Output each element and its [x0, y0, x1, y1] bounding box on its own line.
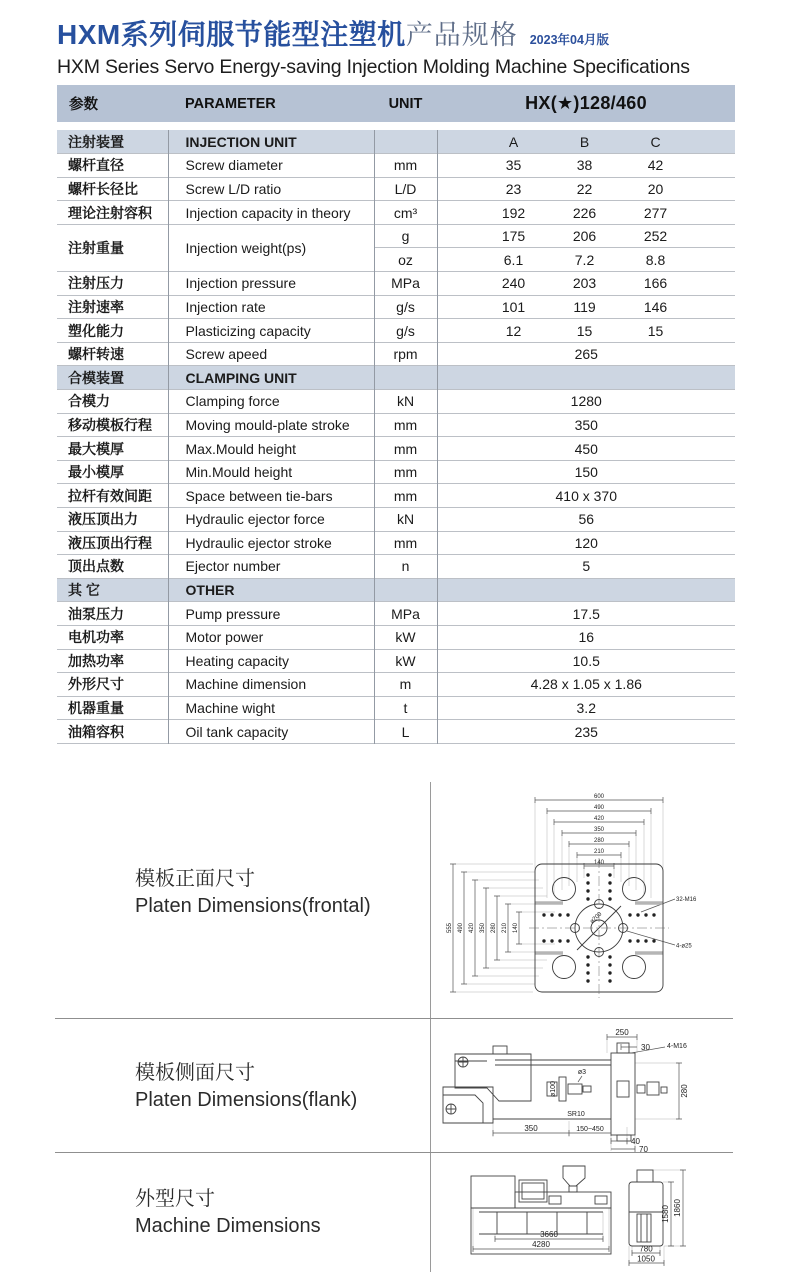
spec-row — [57, 154, 735, 178]
table-header — [57, 85, 735, 122]
cell-spacer — [437, 248, 478, 272]
cell-param-zh: 注射速率 — [57, 295, 168, 319]
cell-param-en: Injection weight(ps) — [168, 224, 374, 271]
cell-param-zh: 液压顶出行程 — [57, 531, 168, 555]
cell-param-zh: 顶出点数 — [57, 555, 168, 579]
cell-unit: t — [374, 696, 437, 720]
vertical-divider — [430, 782, 431, 1272]
cell-unit — [374, 578, 437, 602]
cell-unit: mm — [374, 531, 437, 555]
cell-value: 23 — [478, 177, 549, 201]
cell-section-en: INJECTION UNIT — [168, 130, 374, 154]
cell-spacer — [437, 154, 478, 178]
cell-param-zh: 加热功率 — [57, 649, 168, 673]
cell-section-en: CLAMPING UNIT — [168, 366, 374, 390]
dim-label: ø100 — [550, 1081, 557, 1097]
dim-label: 210 — [593, 849, 605, 855]
cell-spacer — [691, 272, 735, 296]
cell-value: 350 — [437, 413, 735, 437]
dim-label: 280 — [593, 838, 605, 844]
cell-unit: mm — [374, 154, 437, 178]
cell-param-en: Machine wight — [168, 696, 374, 720]
cell-value: 192 — [478, 201, 549, 225]
spec-table — [57, 130, 735, 744]
cell-value: 150 — [437, 460, 735, 484]
cell-value: 175 — [478, 224, 549, 248]
spec-table-body — [57, 130, 735, 743]
col-header-model: HX(★)128/460 — [525, 93, 647, 113]
cell-value: 42 — [620, 154, 691, 178]
cell-unit: kW — [374, 649, 437, 673]
cell-param-zh: 螺杆长径比 — [57, 177, 168, 201]
col-header-parameter: PARAMETER — [185, 95, 276, 112]
frontal-platen-label — [135, 866, 371, 920]
spec-row — [57, 272, 735, 296]
dim-label: 1580 — [661, 1205, 670, 1223]
dim-label: ø3 — [577, 1069, 587, 1076]
cell-value: 101 — [478, 295, 549, 319]
dim-label: 1050 — [637, 1254, 655, 1264]
machine-end-view — [629, 1170, 663, 1246]
title-line — [57, 13, 690, 53]
section-row-2 — [57, 578, 735, 602]
spec-row — [57, 508, 735, 532]
cell-value: 38 — [549, 154, 620, 178]
dim-label: 420 — [593, 816, 605, 822]
cell-param-zh: 合模力 — [57, 390, 168, 414]
cell-value: 5 — [437, 555, 735, 579]
frontal-label-zh: 模板正面尺寸 — [135, 868, 255, 890]
cell-value: 56 — [437, 508, 735, 532]
cell-param-en: Screw L/D ratio — [168, 177, 374, 201]
cell-param-en: Max.Mould height — [168, 437, 374, 461]
cell-param-zh: 液压顶出力 — [57, 508, 168, 532]
cell-value: 6.1 — [478, 248, 549, 272]
cell-param-zh: 最大模厚 — [57, 437, 168, 461]
cell-value: 277 — [620, 201, 691, 225]
cell-value: 10.5 — [437, 649, 735, 673]
cell-value: 1280 — [437, 390, 735, 414]
cell-param-en: Plasticizing capacity — [168, 319, 374, 343]
cell-param-en: Heating capacity — [168, 649, 374, 673]
cell-spacer — [691, 248, 735, 272]
frontal-annotations — [676, 897, 697, 950]
cell-unit — [374, 366, 437, 390]
col-header-param-zh: 参数 — [69, 97, 98, 113]
cell-unit: cm³ — [374, 201, 437, 225]
cell-value: 226 — [549, 201, 620, 225]
cell-unit: kW — [374, 625, 437, 649]
cell-param-zh: 电机功率 — [57, 625, 168, 649]
title-block — [57, 13, 690, 79]
flank-label-zh: 模板侧面尺寸 — [135, 1062, 255, 1084]
cell-value: 15 — [549, 319, 620, 343]
cell-value: 7.2 — [549, 248, 620, 272]
dim-label: 490 — [593, 805, 605, 811]
cell-value: 16 — [437, 625, 735, 649]
dim-label: SR10 — [567, 1111, 585, 1118]
cell-param-zh: 塑化能力 — [57, 319, 168, 343]
frontal-platen-drawing — [435, 782, 787, 1018]
spec-row — [57, 437, 735, 461]
cell-unit: g/s — [374, 295, 437, 319]
spec-row — [57, 177, 735, 201]
dim-label: 140 — [513, 922, 519, 934]
spec-row — [57, 555, 735, 579]
machine-dimensions-label — [135, 1186, 321, 1240]
machine-dimensions-drawing — [435, 1156, 787, 1278]
cell-param-zh: 注射重量 — [57, 224, 168, 271]
hole-annotation: 4-ø25 — [676, 943, 692, 950]
machine-dimension-lines — [473, 1170, 686, 1266]
cell-section-zh: 注射装置 — [57, 130, 168, 154]
cell-value: 410 x 370 — [437, 484, 735, 508]
cell-spacer — [437, 177, 478, 201]
cell-value: 450 — [437, 437, 735, 461]
cell-param-en: Space between tie-bars — [168, 484, 374, 508]
cell-spacer — [691, 130, 735, 154]
cell-spacer — [437, 224, 478, 248]
dim-label: 350 — [524, 1124, 538, 1133]
cell-param-zh: 理论注射容积 — [57, 201, 168, 225]
cell-spacer — [437, 319, 478, 343]
edition-note: 2023年04月版 — [529, 33, 609, 47]
cell-param-en: Min.Mould height — [168, 460, 374, 484]
dim-label: 600 — [593, 794, 605, 800]
spec-row — [57, 295, 735, 319]
spec-row — [57, 484, 735, 508]
cell-section-en: OTHER — [168, 578, 374, 602]
spec-row — [57, 673, 735, 697]
cell-spacer — [691, 224, 735, 248]
cell-spacer — [691, 319, 735, 343]
cell-value: 35 — [478, 154, 549, 178]
dim-label: 1860 — [673, 1199, 682, 1217]
cell-param-en: Oil tank capacity — [168, 720, 374, 744]
cell-value: 252 — [620, 224, 691, 248]
frontal-dimension-lines — [450, 797, 675, 992]
cell-param-en: Ejector number — [168, 555, 374, 579]
frontal-label-en: Platen Dimensions(frontal) — [135, 895, 371, 917]
cell-spacer — [691, 295, 735, 319]
cell-value: 119 — [549, 295, 620, 319]
spec-row — [57, 720, 735, 744]
cell-param-en: Hydraulic ejector stroke — [168, 531, 374, 555]
section-row-0 — [57, 130, 735, 154]
cell-value: 22 — [549, 177, 620, 201]
cell-param-zh: 螺杆转速 — [57, 342, 168, 366]
cell-unit: L — [374, 720, 437, 744]
cell-value: 240 — [478, 272, 549, 296]
cell-unit: g/s — [374, 319, 437, 343]
page-title-zh: HXM系列伺服节能型注塑机 — [57, 19, 406, 50]
cell-value: A — [478, 130, 549, 154]
cell-section-zh: 合模装置 — [57, 366, 168, 390]
cell-value: C — [620, 130, 691, 154]
cell-param-zh: 机器重量 — [57, 696, 168, 720]
cell-unit: g — [374, 224, 437, 248]
dim-label: 150~450 — [576, 1126, 604, 1133]
cell-param-zh: 注射压力 — [57, 272, 168, 296]
cell-unit: kN — [374, 390, 437, 414]
cell-value: 265 — [437, 342, 735, 366]
bolt-annotation: 4-M16 — [667, 1043, 687, 1050]
cell-unit: m — [374, 673, 437, 697]
spec-row — [57, 390, 735, 414]
cell-value: 120 — [437, 531, 735, 555]
cell-spacer — [437, 295, 478, 319]
cell-section-zh: 其 它 — [57, 578, 168, 602]
cell-param-en: Motor power — [168, 625, 374, 649]
cell-unit: MPa — [374, 272, 437, 296]
dim-label: 350 — [593, 827, 605, 833]
dim-label: 280 — [680, 1084, 689, 1098]
cell-param-en: Injection pressure — [168, 272, 374, 296]
cell-param-zh: 外形尺寸 — [57, 673, 168, 697]
cell-unit: n — [374, 555, 437, 579]
cell-param-zh: 移动模板行程 — [57, 413, 168, 437]
cell-value: 206 — [549, 224, 620, 248]
dim-label: 555 — [447, 922, 453, 934]
cell-param-en: Pump pressure — [168, 602, 374, 626]
cell-value: 166 — [620, 272, 691, 296]
spec-row — [57, 649, 735, 673]
cell-param-zh: 最小模厚 — [57, 460, 168, 484]
cell-value: 3.2 — [437, 696, 735, 720]
cell-spacer — [437, 201, 478, 225]
page-title-en: HXM Series Servo Energy-saving Injection Molding Machine Specifications — [57, 56, 690, 78]
spec-row — [57, 531, 735, 555]
cell-param-en: Injection capacity in theory — [168, 201, 374, 225]
cell-unit: oz — [374, 248, 437, 272]
spec-row — [57, 696, 735, 720]
spec-row — [57, 224, 735, 248]
cell-param-zh: 油泵压力 — [57, 602, 168, 626]
horizontal-divider-1 — [55, 1018, 733, 1019]
machine-label-zh: 外型尺寸 — [135, 1188, 215, 1210]
spec-row — [57, 319, 735, 343]
cell-value: 15 — [620, 319, 691, 343]
bolt-annotation: 32-M16 — [676, 897, 697, 903]
flank-platen-label — [135, 1060, 357, 1114]
dim-label: 780 — [639, 1244, 653, 1254]
cell-spacer — [437, 130, 478, 154]
flank-label-en: Platen Dimensions(flank) — [135, 1089, 358, 1111]
spec-row — [57, 460, 735, 484]
cell-param-zh: 拉杆有效间距 — [57, 484, 168, 508]
cell-spacer — [691, 177, 735, 201]
spec-row — [57, 201, 735, 225]
cell-param-zh: 螺杆直径 — [57, 154, 168, 178]
page-title-zh-suffix: 产品规格 — [405, 20, 518, 50]
cell-value: 8.8 — [620, 248, 691, 272]
dim-label: 3660 — [540, 1230, 558, 1239]
flank-dimension-lines — [493, 1034, 682, 1152]
cell-param-en: Injection rate — [168, 295, 374, 319]
dim-label: 490 — [458, 922, 464, 934]
cell-unit: kN — [374, 508, 437, 532]
cell-param-en: Screw apeed — [168, 342, 374, 366]
cell-spacer — [691, 154, 735, 178]
cell-unit — [374, 130, 437, 154]
spec-row — [57, 602, 735, 626]
col-header-unit: UNIT — [388, 95, 423, 112]
cell-value: 235 — [437, 720, 735, 744]
cell-value: 146 — [620, 295, 691, 319]
cell-value — [437, 578, 735, 602]
cell-param-en: Moving mould-plate stroke — [168, 413, 374, 437]
cell-value — [437, 366, 735, 390]
dim-label: 350 — [480, 922, 486, 934]
cell-value: 12 — [478, 319, 549, 343]
cell-unit: mm — [374, 413, 437, 437]
cell-value: B — [549, 130, 620, 154]
dim-label: 420 — [469, 922, 475, 934]
center-diameter-label: ø200 — [589, 911, 604, 926]
dim-label: 140 — [593, 860, 605, 866]
cell-unit: MPa — [374, 602, 437, 626]
spec-row — [57, 342, 735, 366]
dim-label: 30 — [641, 1043, 650, 1052]
cell-unit: rpm — [374, 342, 437, 366]
dim-label: 250 — [615, 1028, 629, 1037]
cell-value: 20 — [620, 177, 691, 201]
cell-unit: mm — [374, 460, 437, 484]
cell-param-en: Screw diameter — [168, 154, 374, 178]
dim-label: 70 — [639, 1145, 648, 1154]
flank-platen-drawing — [435, 1027, 787, 1153]
cell-spacer — [437, 272, 478, 296]
cell-param-zh: 油箱容积 — [57, 720, 168, 744]
section-row-1 — [57, 366, 735, 390]
cell-unit: L/D — [374, 177, 437, 201]
spec-row — [57, 413, 735, 437]
cell-value: 203 — [549, 272, 620, 296]
dim-label: 40 — [631, 1137, 640, 1146]
cell-spacer — [691, 201, 735, 225]
cell-param-en: Clamping force — [168, 390, 374, 414]
cell-unit: mm — [374, 437, 437, 461]
dim-label: 280 — [491, 922, 497, 934]
dim-label: 210 — [502, 922, 508, 934]
cell-param-en: Hydraulic ejector force — [168, 508, 374, 532]
spec-row — [57, 625, 735, 649]
cell-value: 4.28 x 1.05 x 1.86 — [437, 673, 735, 697]
cell-value: 17.5 — [437, 602, 735, 626]
dim-label: 4280 — [532, 1240, 550, 1249]
machine-label-en: Machine Dimensions — [135, 1215, 321, 1237]
cell-unit: mm — [374, 484, 437, 508]
cell-param-en: Machine dimension — [168, 673, 374, 697]
